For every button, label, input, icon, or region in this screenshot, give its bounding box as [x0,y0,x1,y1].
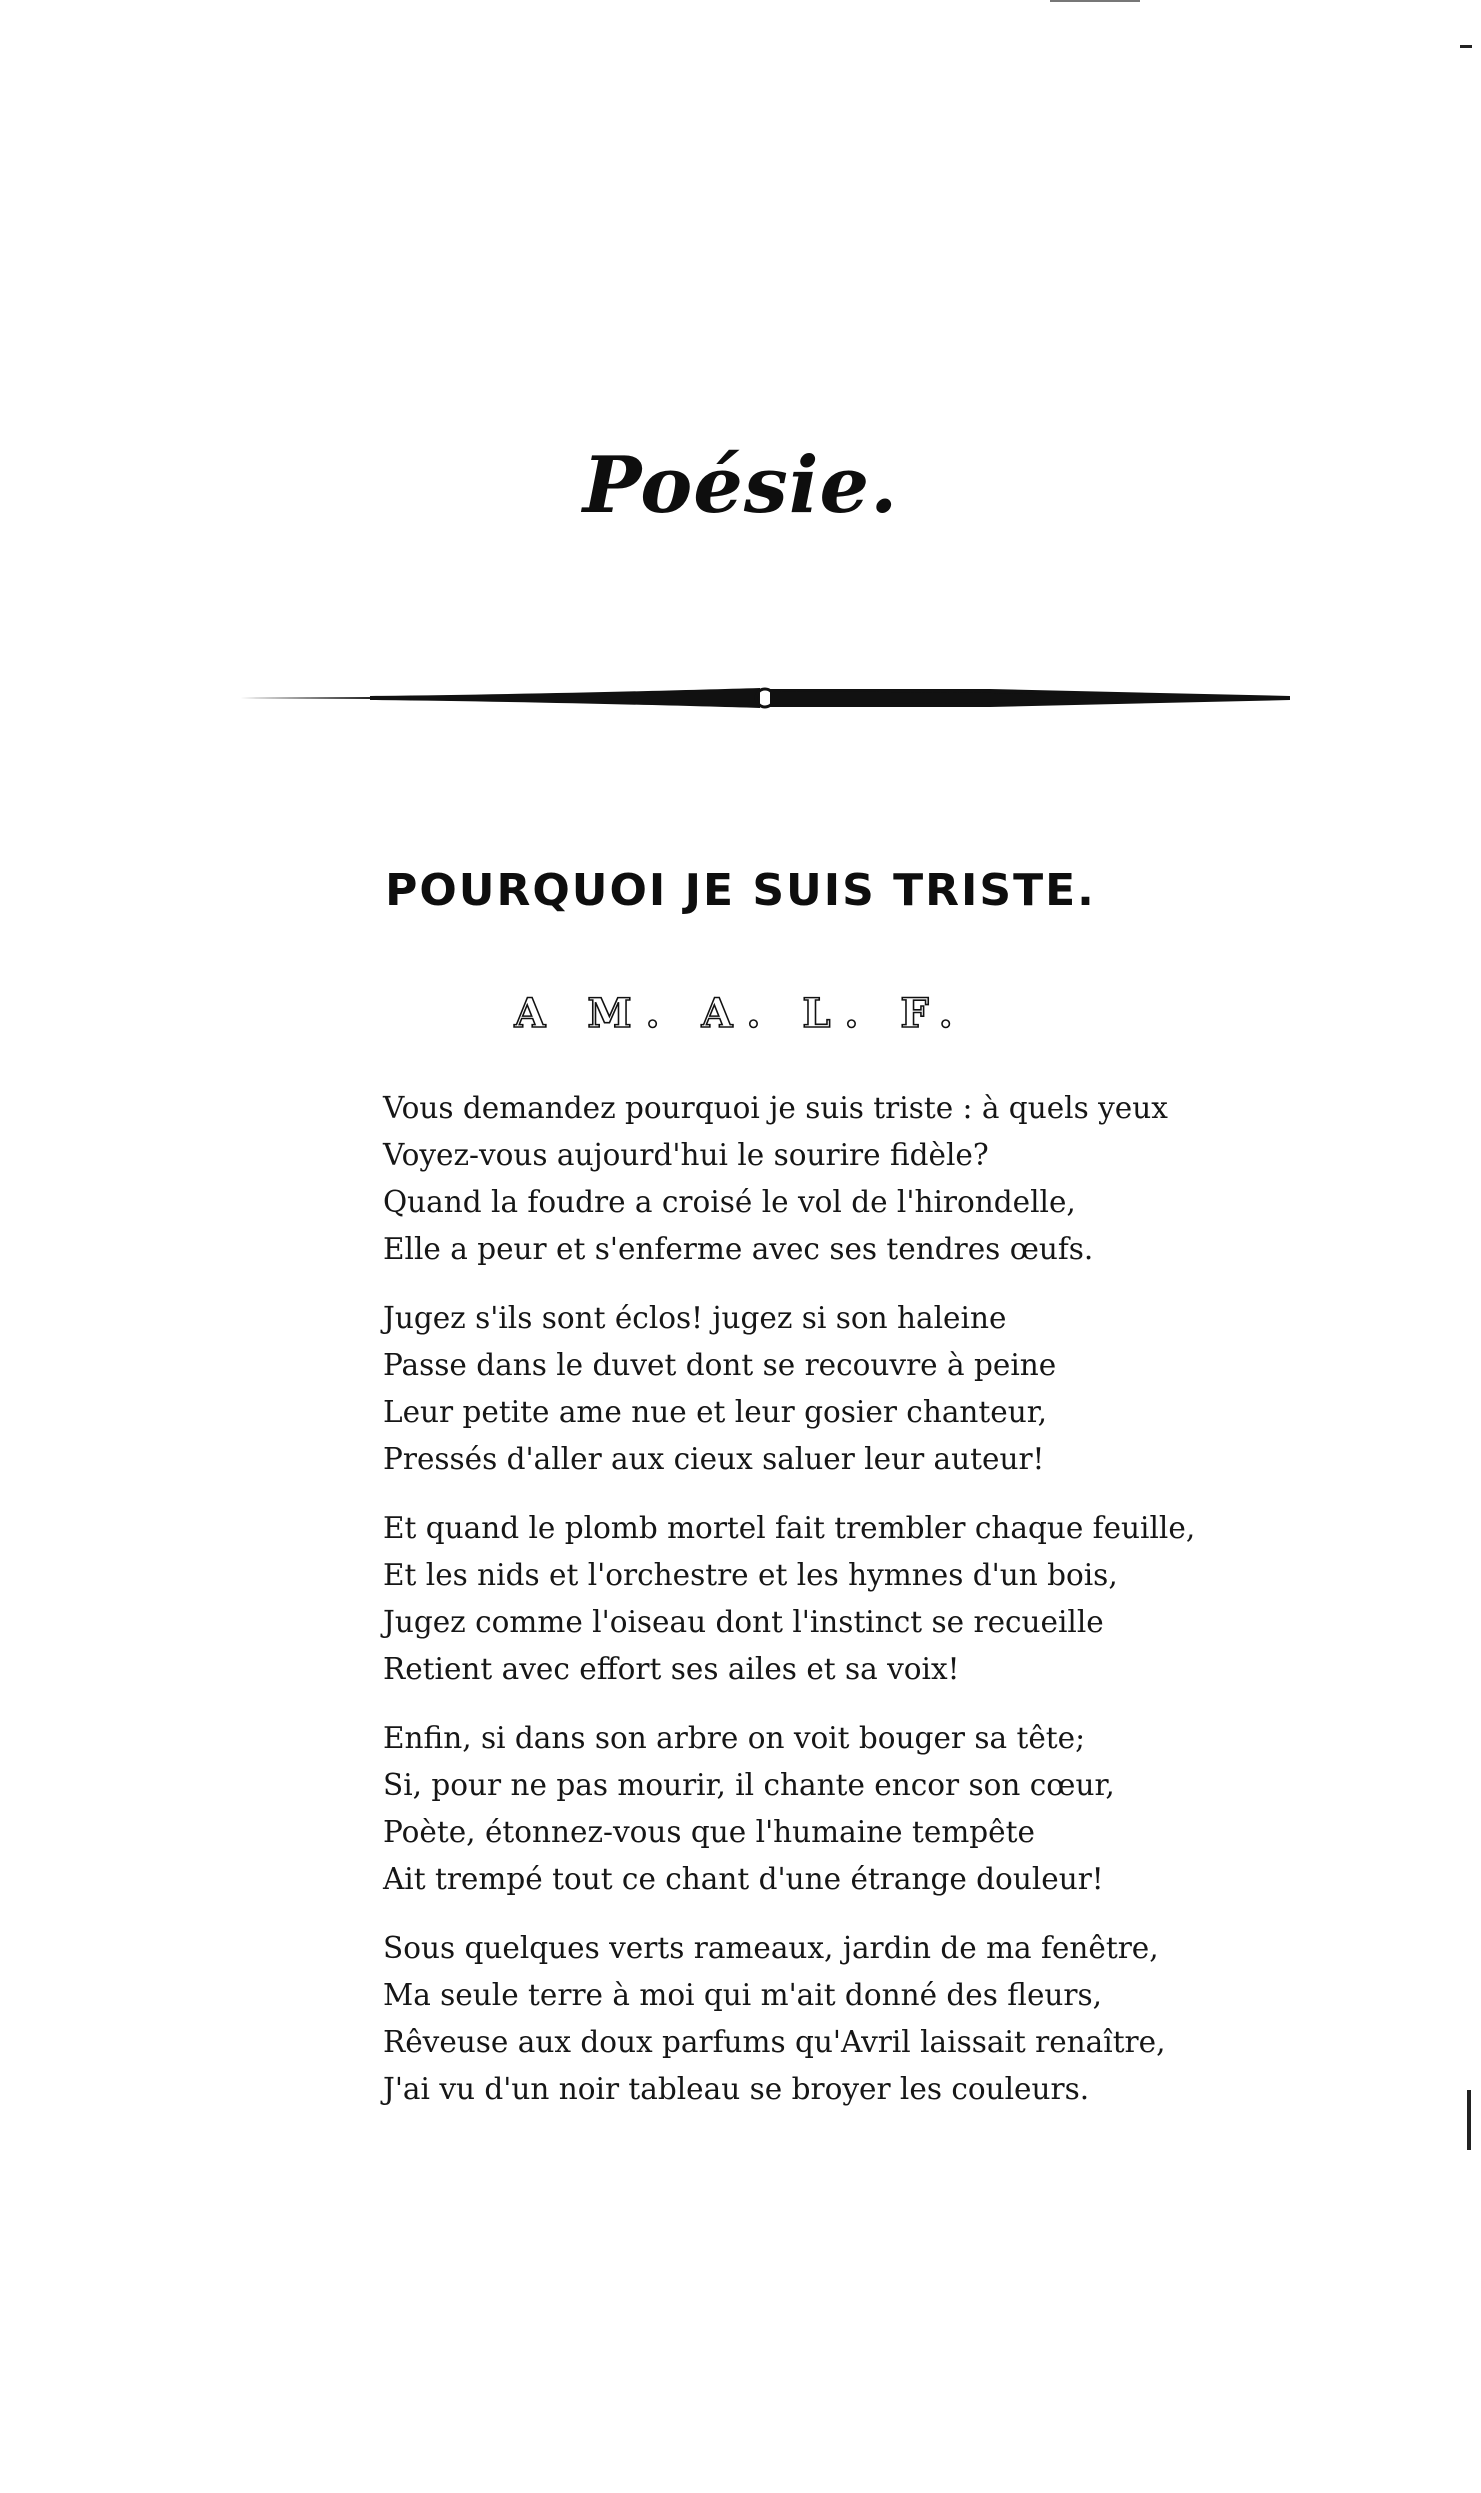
verse: Ait trempé tout ce chant d'une étrange douleur! [383,1862,1104,1896]
verse: Ma seule terre à moi qui m'ait donné des fleurs, [383,1978,1103,2012]
verse: Jugez comme l'oiseau dont l'instinct se recueille [383,1605,1104,1639]
margin-mark [1050,0,1140,2]
verse: Sous quelques verts rameaux, jardin de ma fenêtre, [383,1931,1159,1965]
stanza-2 [383,1295,1283,1483]
verse: Si, pour ne pas mourir, il chante encor son cœur, [383,1768,1115,1802]
ornamental-divider [240,665,1290,725]
stanza-4 [383,1715,1283,1903]
verse: Quand la foudre a croisé le vol de l'hirondelle, [383,1185,1076,1219]
poem-body [383,1085,1283,2135]
verse: Et les nids et l'orchestre et les hymnes d'un bois, [383,1558,1118,1592]
verse: Passe dans le duvet dont se recouvre à peine [383,1348,1057,1382]
margin-mark [1467,2090,1471,2150]
section-title: Poésie. [582,440,899,531]
stanza-3 [383,1505,1283,1693]
verse: Rêveuse aux doux parfums qu'Avril laissait renaître, [383,2025,1166,2059]
poem-title: POURQUOI JE SUIS TRISTE. [385,865,1096,916]
verse: Voyez-vous aujourd'hui le sourire fidèle? [383,1138,989,1172]
verse: Et quand le plomb mortel fait trembler chaque feuille, [383,1511,1196,1545]
poem-dedication: A M. A. L. F. [514,990,967,1037]
stanza-5 [383,1925,1283,2113]
verse: Pressés d'aller aux cieux saluer leur auteur! [383,1442,1045,1476]
stanza-1 [383,1085,1283,1273]
verse: Enfin, si dans son arbre on voit bouger sa tête; [383,1721,1086,1755]
verse: Elle a peur et s'enferme avec ses tendres œufs. [383,1232,1094,1266]
verse: Vous demandez pourquoi je suis triste : à quels yeux [383,1091,1168,1125]
verse: J'ai vu d'un noir tableau se broyer les couleurs. [383,2072,1090,2106]
verse: Leur petite ame nue et leur gosier chanteur, [383,1395,1047,1429]
verse: Jugez s'ils sont éclos! jugez si son haleine [383,1301,1007,1335]
verse: Poète, étonnez-vous que l'humaine tempête [383,1815,1035,1849]
verse: Retient avec effort ses ailes et sa voix! [383,1652,960,1686]
margin-mark [1460,45,1472,48]
